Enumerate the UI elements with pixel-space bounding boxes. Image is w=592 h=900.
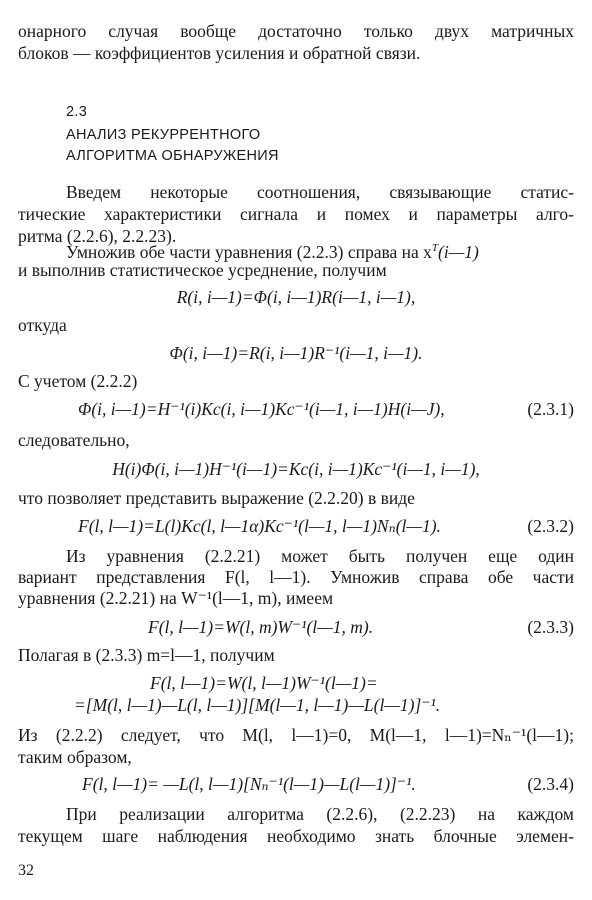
text-line: следовательно, [18,430,130,450]
text-line: тические характеристики сигнала и помех и параметры алго- [18,204,574,224]
text-line: Введем некоторые соотношения, связывающие статис- [66,182,574,202]
section-title-line: АЛГОРИТМА ОБНАРУЖЕНИЯ [66,148,279,164]
equation-body: Φ(i, i—1)=R(i, i—1)R⁻¹(i—1, i—1). [169,343,423,363]
section-number: 2.3 [66,104,88,120]
text-fragment: (i—1) [438,241,479,262]
text-line: текущем шаге наблюдения необходимо знать блочные элемен- [18,826,574,846]
equation-body: Φ(i, i—1)=H⁻¹(i)Kc(i, i—1)Kc⁻¹(i—1, i—1)H(i—J), [78,399,445,419]
text-line: При реализации алгоритма (2.2.6), (2.2.23) на каждом [66,804,574,824]
equation-body: F(l, l—1)=W(l, m)W⁻¹(l—1, m). [148,617,374,637]
text-line: вариант представления F(l, l—1). Умножив справа обе части [18,567,574,587]
equation-body: R(i, i—1)=Φ(i, i—1)R(i—1, i—1), [176,287,416,307]
text-line: блоков — коэффициентов усиления и обратной связи. [18,43,421,63]
equation-body: =[M(l, l—1)—L(l, l—1)][M(l—1, l—1)—L(l—1)]⁻¹. [74,695,441,715]
text-line: уравнения (2.2.21) на W⁻¹(l—1, m), имеем [18,588,334,608]
text-fragment: Умножив обе части уравнения (2.2.3) справа на x [66,241,432,262]
text-line: Из уравнения (2.2.21) может быть получен еще один [66,546,574,566]
equation-number: (2.3.4) [527,774,574,794]
equation-body: H(i)Φ(i, i—1)H⁻¹(i—1)=Kc(i, i—1)Kc⁻¹(i—1, i—1), [112,459,480,479]
equation-body: F(l, l—1)= —L(l, l—1)[Nₙ⁻¹(l—1)—L(l—1)]⁻¹. [82,774,416,794]
page-number: 32 [18,862,34,879]
text-line: и выполнив статистическое усреднение, получим [18,260,387,280]
text-line: С учетом (2.2.2) [18,371,138,391]
text-line: таким образом, [18,747,132,767]
text-line: Полагая в (2.3.3) m=l—1, получим [18,645,275,665]
equation-body: F(l, l—1)=W(l, l—1)W⁻¹(l—1)= [150,673,378,693]
superscript: T [431,242,439,254]
text-line: онарного случая вообще достаточно только двух матричных [18,21,574,41]
equation-body: F(l, l—1)=L(l)Kc(l, l—1α)Kc⁻¹(l—1, l—1)Nₙ(l—1). [78,516,441,536]
text-line: что позволяет представить выражение (2.2.20) в виде [18,488,415,508]
text-line: Из (2.2.2) следует, что M(l, l—1)=0, M(l—1, l—1)=Nₙ⁻¹(l—1); [18,725,574,745]
section-title-line: АНАЛИЗ РЕКУРРЕНТНОГО [66,127,261,143]
text-line: ритма (2.2.6), 2.2.23). [18,226,177,246]
equation-number: (2.3.3) [527,617,574,637]
equation-number: (2.3.2) [527,516,574,536]
text-line: откуда [18,315,67,335]
equation-number: (2.3.1) [527,399,574,419]
